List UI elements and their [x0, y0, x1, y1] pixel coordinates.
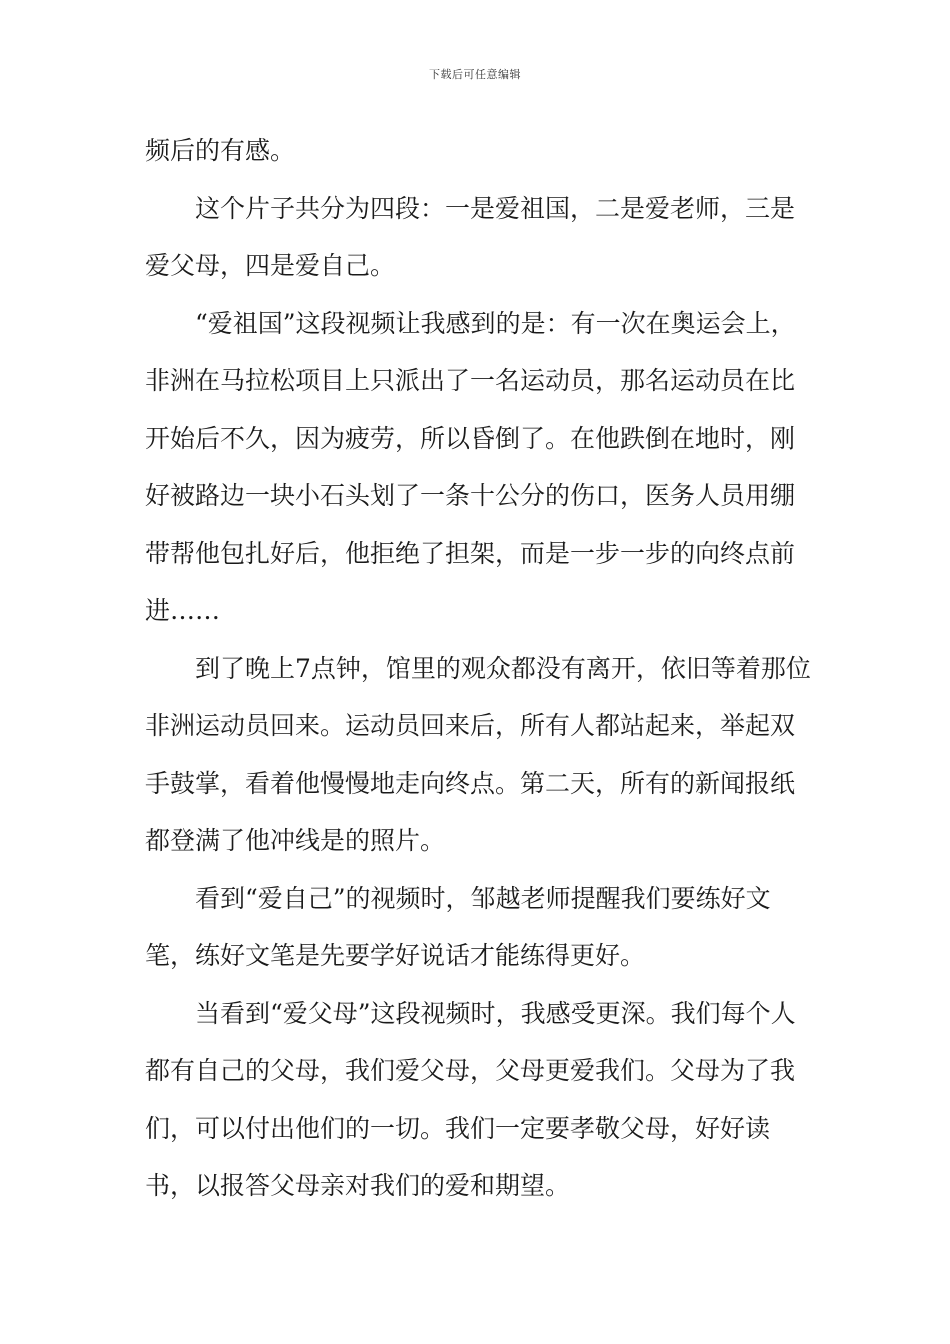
document-body: [145, 122, 815, 1215]
paragraph-2: 这个片子共分为四段：一是爱祖国，二是爱老师，三是爱父母，四是爱自己。: [145, 193, 796, 280]
paragraph-5: 看到“爱自己”的视频时，邹越老师提醒我们要练好文笔，练好文笔是先要学好说话才能练得更好。: [145, 883, 771, 970]
page-header: 下载后可任意编辑: [429, 68, 521, 81]
paragraph-1: 频后的有感。: [145, 136, 296, 165]
paragraph-6: 当看到“爱父母”这段视频时，我感受更深。我们每个人都有自己的父母，我们爱父母，父母更爱我们。父母为了我们，可以付出他们的一切。我们一定要孝敬父母，好好读书，以报答父母亲对我们的爱和期望。: [145, 998, 796, 1200]
paragraph-4: 到了晚上7点钟，馆里的观众都没有离开，依旧等着那位非洲运动员回来。运动员回来后，所有人都站起来，举起双手鼓掌，看着他慢慢地走向终点。第二天，所有的新闻报纸都登满了他冲线是的照片。: [145, 653, 811, 855]
paragraph-3: “爱祖国”这段视频让我感到的是：有一次在奥运会上，非洲在马拉松项目上只派出了一名运动员，那名运动员在比开始后不久，因为疲劳，所以昏倒了。在他跌倒在地时，刚好被路边一块小石头划了一条十公分的伤口，医务人员用绷带帮他包扎好后，他拒绝了担架，而是一步一步的向终点前进……: [145, 308, 796, 625]
